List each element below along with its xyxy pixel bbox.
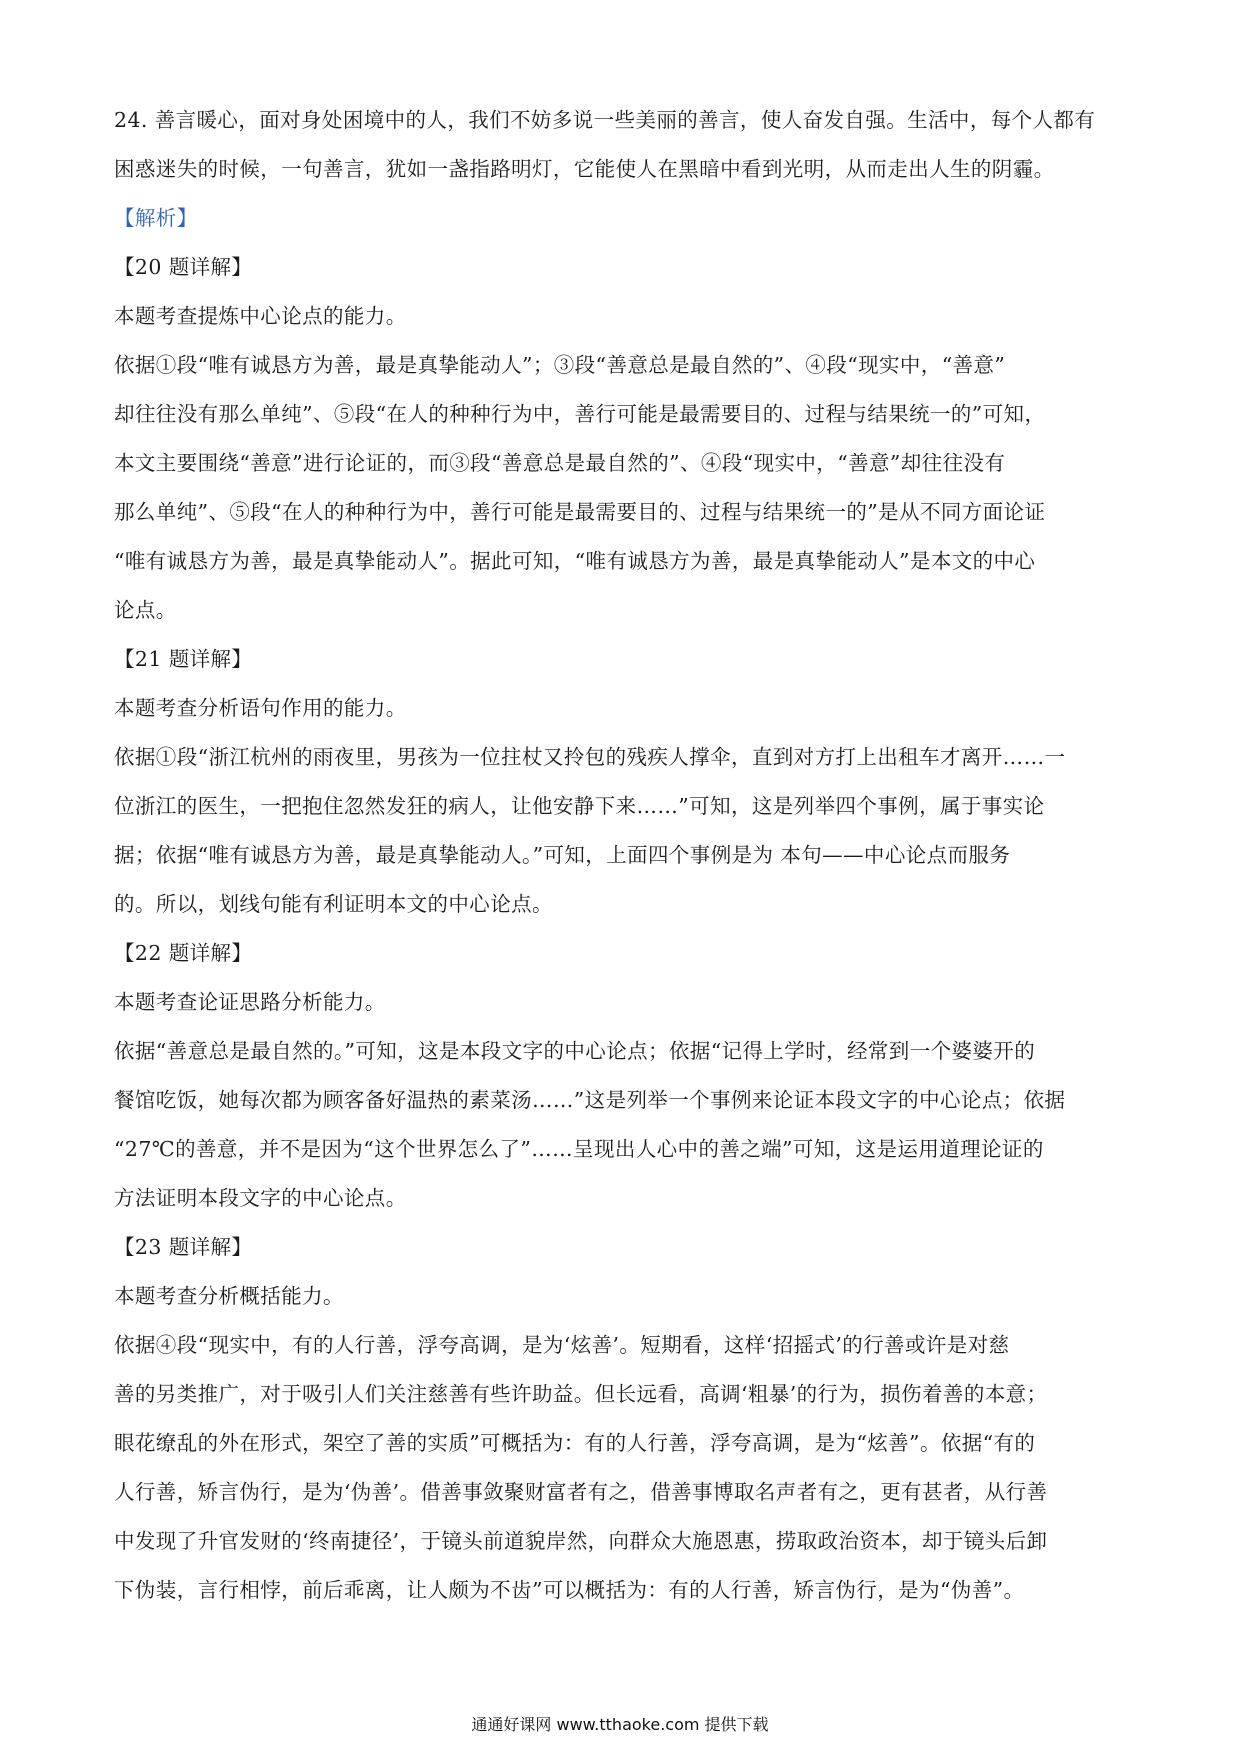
text-line: 善的另类推广，对于吸引人们关注慈善有些许助益。但长远看，高调‘粗暴’的行为，损伤着善的本意； xyxy=(114,1382,1048,1406)
text-line: 中发现了升官发财的‘终南捷径’，于镜头前道貌岸然，向群众大施恩惠，捞取政治资本，却于镜头后卸 xyxy=(114,1529,1048,1553)
text-line: 人行善，矫言伪行，是为‘伪善’。借善事敛聚财富者有之，借善事博取名声者有之，更有甚者，从行善 xyxy=(114,1480,1048,1504)
text-line: 眼花缭乱的外在形式，架空了善的实质”可概括为：有的人行善，浮夸高调，是为“炫善”。依据“有的 xyxy=(114,1431,1036,1455)
text-line: 困惑迷失的时候，一句善言，犹如一盏指路明灯，它能使人在黑暗中看到光明，从而走出人生的阴霾。 xyxy=(114,157,1055,181)
text-line: 那么单纯”、⑤段“在人的种种行为中，善行可能是最需要目的、过程与结果统一的”是从不同方面论证 xyxy=(114,500,1046,524)
text-line: 餐馆吃饭，她每次都为顾客备好温热的素菜汤……”这是列举一个事例来论证本段文字的中心论点；依据 xyxy=(114,1088,1066,1112)
text-line: 却往往没有那么单纯”、⑤段“在人的种种行为中，善行可能是最需要目的、过程与结果统一的”可知， xyxy=(114,402,1046,426)
text-line: 下伪装，言行相悖，前后乖离，让人颇为不齿”可以概括为：有的人行善，矫言伪行，是为“伪善”。 xyxy=(114,1578,1025,1602)
analysis-label: 【解析】 xyxy=(114,206,198,230)
text-line: 论点。 xyxy=(114,598,177,622)
text-line: 依据④段“现实中，有的人行善，浮夸高调，是为‘炫善’。短期看，这样‘招摇式’的行善或许是对慈 xyxy=(114,1333,1010,1357)
text-line: 的。所以，划线句能有利证明本文的中心论点。 xyxy=(114,892,553,916)
text-line: 位浙江的医生，一把抱住忽然发狂的病人，让他安静下来……”可知，这是列举四个事例，属于事实论 xyxy=(114,794,1045,818)
text-line: “唯有诚恳方为善，最是真挚能动人”。据此可知，“唯有诚恳方为善，最是真挚能动人”是本文的中心 xyxy=(114,549,1036,573)
section-heading-22: 【22 题详解】 xyxy=(114,941,253,965)
text-line: 24. 善言暖心，面对身处困境中的人，我们不妨多说一些美丽的善言，使人奋发自强。生活中，每个人都有 xyxy=(114,108,1096,132)
section-heading-21: 【21 题详解】 xyxy=(114,647,253,671)
document-body xyxy=(114,96,1126,1615)
section-heading-23: 【23 题详解】 xyxy=(114,1235,253,1259)
text-line: 本题考查分析概括能力。 xyxy=(114,1284,344,1308)
page-footer: 通通好课网 www.tthaoke.com 提供下载 xyxy=(471,1715,769,1734)
text-line: 方法证明本段文字的中心论点。 xyxy=(114,1186,407,1210)
text-line: 依据“善意总是最自然的。”可知，这是本段文字的中心论点；依据“记得上学时，经常到一个婆婆开的 xyxy=(114,1039,1036,1063)
text-line: 依据①段“唯有诚恳方为善，最是真挚能动人”；③段“善意总是最自然的”、④段“现实中，“善意” xyxy=(114,353,1006,377)
text-line: 本题考查分析语句作用的能力。 xyxy=(114,696,407,720)
section-heading-20: 【20 题详解】 xyxy=(114,255,253,279)
text-line: 依据①段“浙江杭州的雨夜里，男孩为一位拄杖又拎包的残疾人撑伞，直到对方打上出租车才离开……一 xyxy=(114,745,1066,769)
text-line: 据；依据“唯有诚恳方为善，最是真挚能动人。”可知，上面四个事例是为 本句——中心论点而服务 xyxy=(114,843,1011,867)
text-line: 本题考查论证思路分析能力。 xyxy=(114,990,386,1014)
text-line: 本题考查提炼中心论点的能力。 xyxy=(114,304,407,328)
text-line: “27℃的善意，并不是因为“这个世界怎么了”……呈现出人心中的善之端”可知，这是运用道理论证的 xyxy=(114,1137,1044,1161)
text-line: 本文主要围绕“善意”进行论证的，而③段“善意总是最自然的”、④段“现实中，“善意”却往往没有 xyxy=(114,451,1006,475)
